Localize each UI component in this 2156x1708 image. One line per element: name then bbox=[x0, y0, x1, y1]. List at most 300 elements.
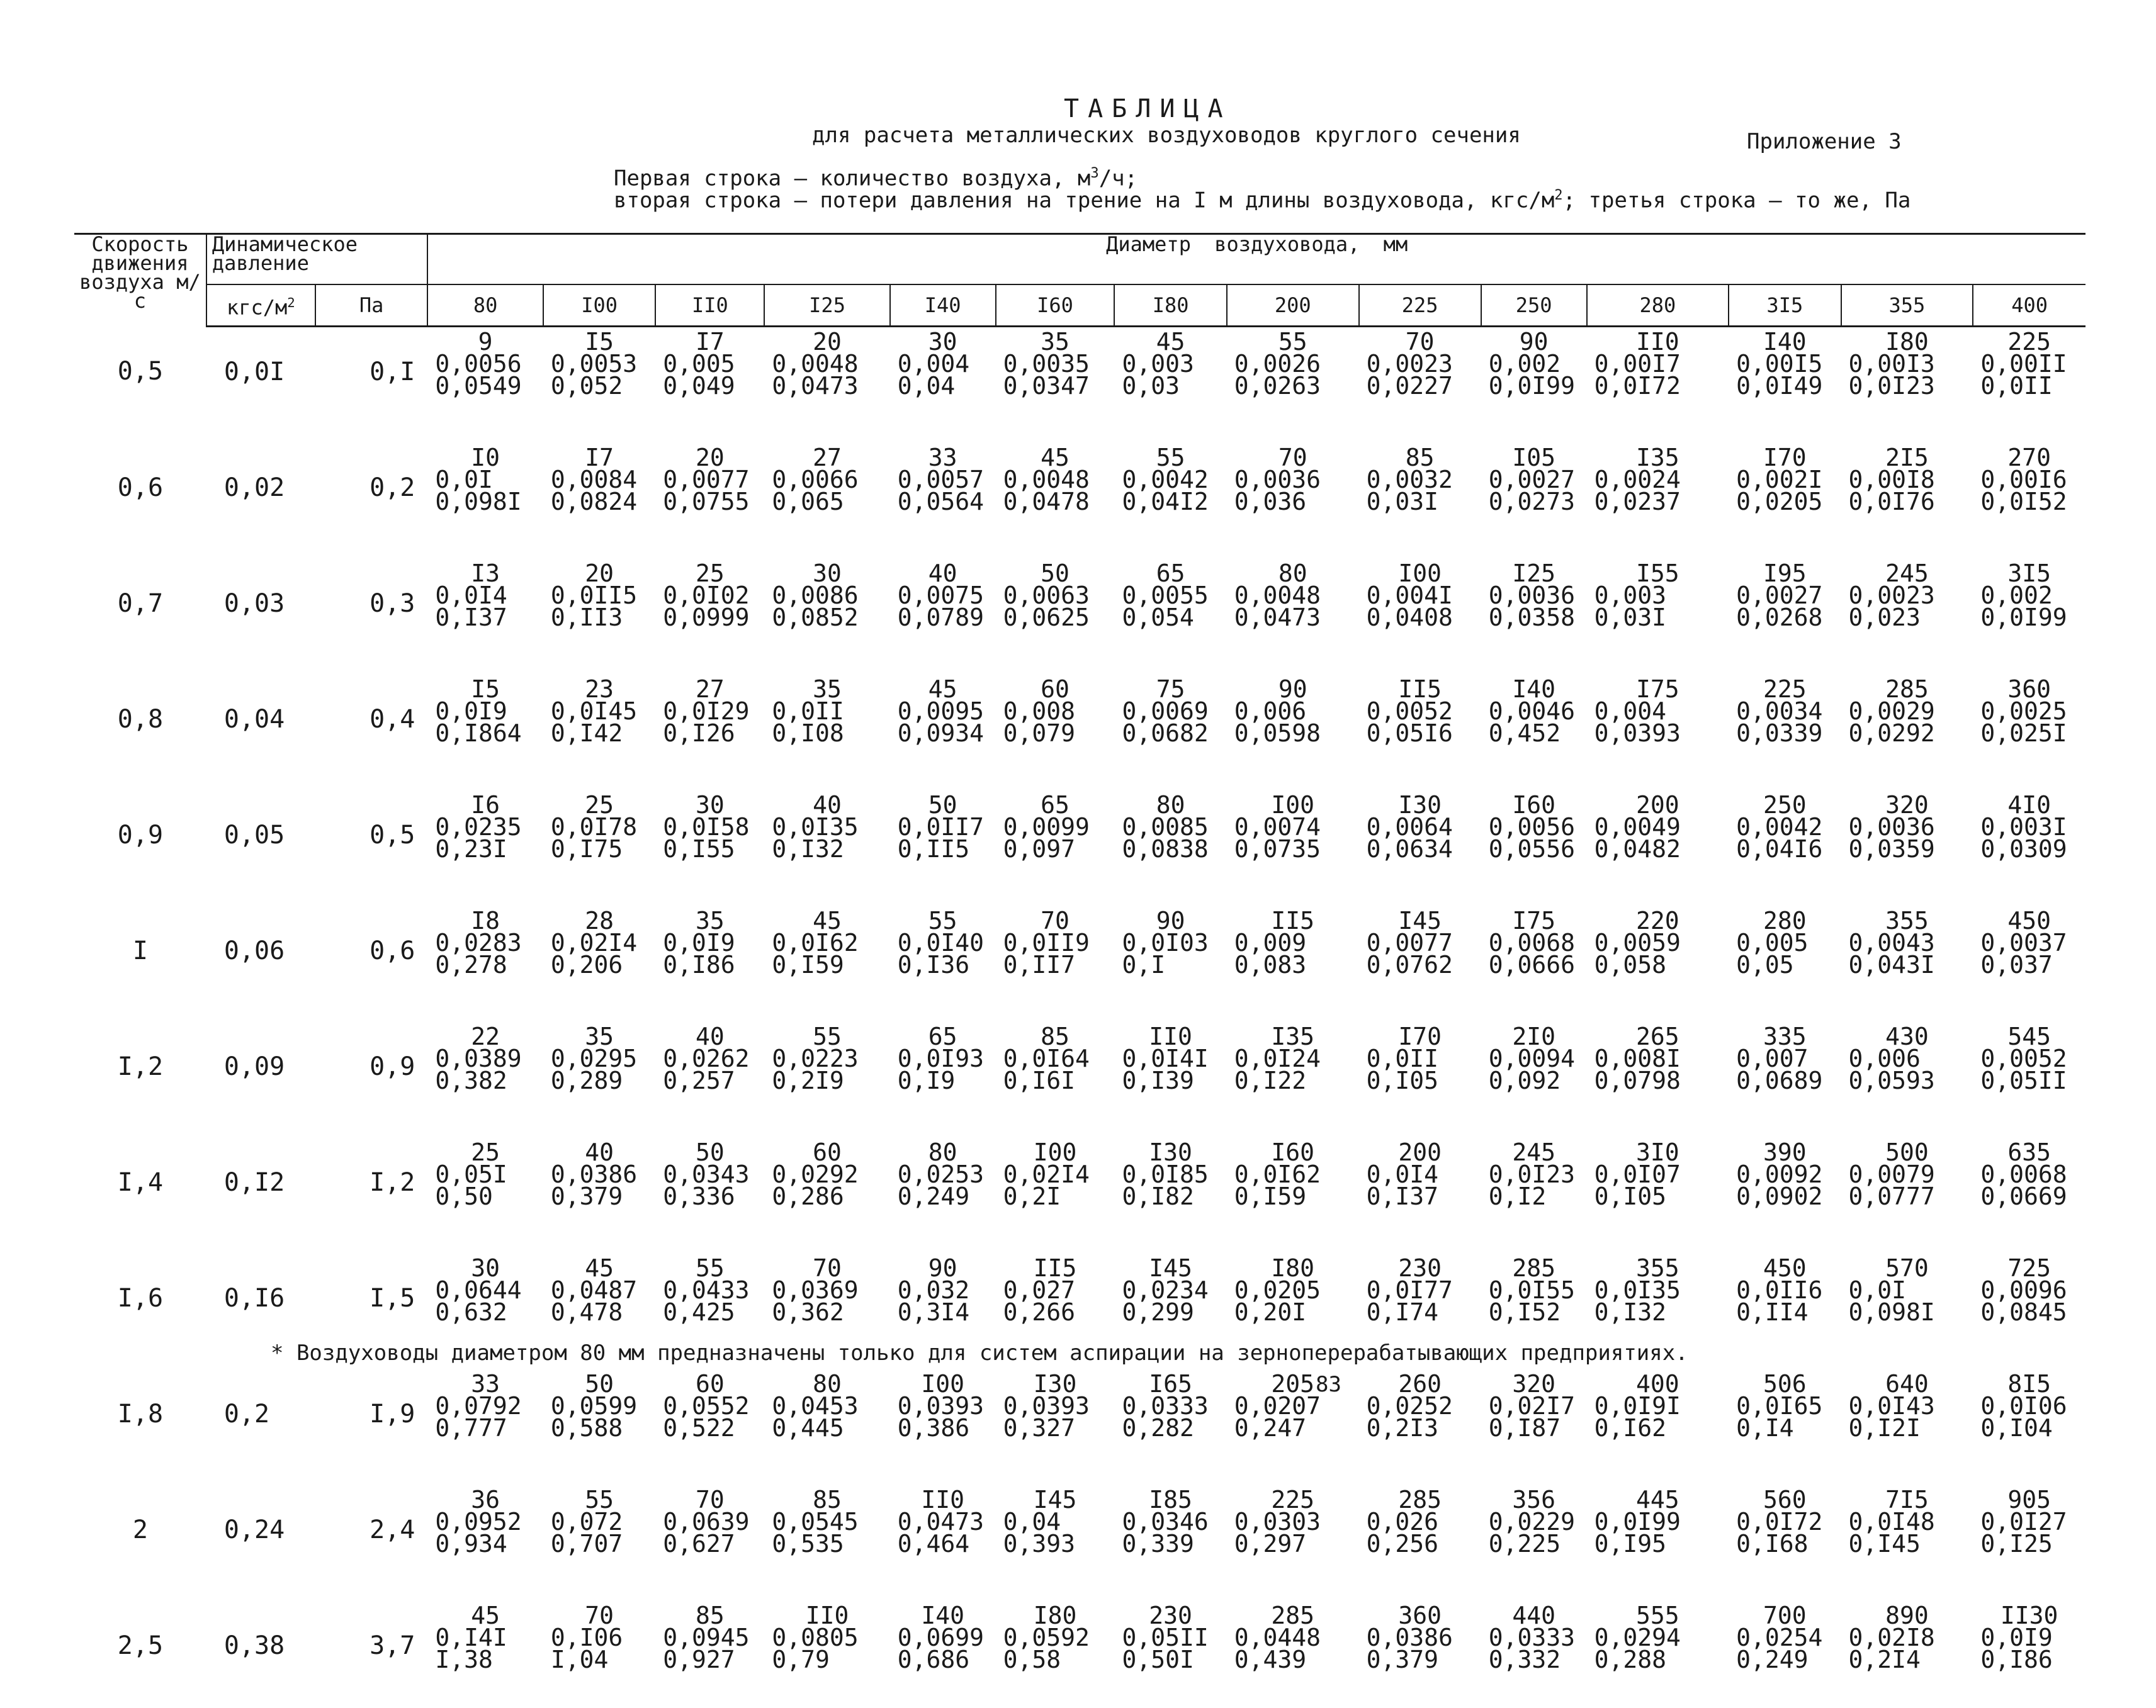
air-quantity: II0 bbox=[1114, 1026, 1226, 1048]
air-quantity: 285 bbox=[1481, 1257, 1587, 1279]
diameter-cell bbox=[655, 1138, 764, 1254]
friction-loss-kgf: 0,0487 bbox=[543, 1279, 655, 1301]
air-quantity: 40 bbox=[890, 563, 996, 585]
air-quantity: II30 bbox=[1973, 1605, 2085, 1627]
air-quantity: I65 bbox=[1114, 1373, 1226, 1395]
air-quantity: 28 bbox=[543, 910, 655, 932]
air-quantity: II0 bbox=[1587, 331, 1729, 353]
friction-loss-kgf: 0,0056 bbox=[1481, 816, 1587, 838]
diameter-cell bbox=[655, 1022, 764, 1138]
air-quantity: 445 bbox=[1587, 1489, 1729, 1511]
air-quantity: 200 bbox=[1359, 1142, 1481, 1164]
diameter-cell bbox=[1973, 1601, 2085, 1708]
air-quantity: 356 bbox=[1481, 1489, 1587, 1511]
air-quantity: 890 bbox=[1841, 1605, 1973, 1627]
friction-loss-pa: 0,0689 bbox=[1729, 1070, 1841, 1092]
friction-loss-kgf: 0,0043 bbox=[1841, 932, 1973, 954]
header-kgf-text: кгс/м bbox=[227, 296, 287, 320]
air-quantity: 545 bbox=[1973, 1026, 2085, 1048]
friction-loss-pa: 0,3I4 bbox=[890, 1301, 996, 1323]
air-quantity: I60 bbox=[1481, 794, 1587, 816]
diameter-cell bbox=[1227, 327, 1359, 444]
friction-loss-kgf: 0,0I35 bbox=[1587, 1279, 1729, 1301]
diameter-cell bbox=[1973, 1485, 2085, 1601]
friction-loss-kgf: 0,0092 bbox=[1729, 1164, 1841, 1186]
friction-loss-kgf: 0,0037 bbox=[1973, 932, 2085, 954]
friction-loss-kgf: 0,0059 bbox=[1587, 932, 1729, 954]
friction-loss-kgf: 0,0042 bbox=[1114, 469, 1226, 491]
friction-loss-pa: 0,II4 bbox=[1729, 1301, 1841, 1323]
diameter-cell bbox=[996, 675, 1115, 790]
air-quantity: 285 bbox=[1227, 1605, 1359, 1627]
friction-loss-kgf: 0,0II9 bbox=[996, 932, 1115, 954]
speed-value: 0,5 bbox=[74, 327, 206, 444]
friction-loss-kgf: 0,00I8 bbox=[1841, 469, 1973, 491]
friction-loss-kgf: 0,0552 bbox=[655, 1395, 764, 1417]
friction-loss-pa: 0,04I2 bbox=[1114, 491, 1226, 513]
air-quantity: II0 bbox=[764, 1605, 889, 1627]
air-quantity: 45 bbox=[427, 1605, 543, 1627]
friction-loss-kgf: 0,0068 bbox=[1481, 932, 1587, 954]
friction-loss-pa: 0,097 bbox=[996, 838, 1115, 860]
diameter-cell bbox=[427, 1601, 543, 1708]
friction-loss-kgf: 0,0I85 bbox=[1114, 1164, 1226, 1186]
friction-loss-pa: 0,058 bbox=[1587, 954, 1729, 976]
diameter-cell bbox=[1973, 1022, 2085, 1138]
air-quantity: I95 bbox=[1729, 563, 1841, 585]
diameter-cell bbox=[764, 559, 889, 675]
friction-loss-kgf: 0,0283 bbox=[427, 932, 543, 954]
dynamic-pressure-kgf: 0,I2 bbox=[206, 1138, 315, 1254]
diameter-cell bbox=[1227, 559, 1359, 675]
air-quantity: 33 bbox=[427, 1373, 543, 1395]
friction-loss-kgf: 0,0II bbox=[764, 700, 889, 722]
friction-loss-pa: 0,0I99 bbox=[1481, 375, 1587, 397]
friction-loss-kgf: 0,0I62 bbox=[764, 932, 889, 954]
diameter-cell bbox=[1481, 675, 1587, 790]
friction-loss-pa: 0,58 bbox=[996, 1649, 1115, 1671]
dynamic-pressure-kgf: 0,I6 bbox=[206, 1254, 315, 1369]
header-row-1 bbox=[74, 234, 2085, 285]
friction-loss-pa: 0,II7 bbox=[996, 954, 1115, 976]
diameter-cell bbox=[1973, 1369, 2085, 1485]
friction-loss-kgf: 0,0024 bbox=[1587, 469, 1729, 491]
friction-loss-kgf: 0,0386 bbox=[543, 1164, 655, 1186]
friction-loss-kgf: 0,0036 bbox=[1481, 585, 1587, 607]
diameter-cell bbox=[1227, 1601, 1359, 1708]
diameter-cell bbox=[1227, 906, 1359, 1022]
air-quantity: I6 bbox=[427, 794, 543, 816]
diameter-cell bbox=[1359, 790, 1481, 906]
dynamic-pressure-kgf: 0,04 bbox=[206, 675, 315, 790]
air-quantity: 30 bbox=[427, 1257, 543, 1279]
friction-loss-pa: 0,0625 bbox=[996, 607, 1115, 629]
air-quantity: 360 bbox=[1973, 678, 2085, 700]
friction-loss-pa: 0,297 bbox=[1227, 1533, 1359, 1555]
diameter-cell bbox=[427, 1485, 543, 1601]
air-quantity: I40 bbox=[1729, 331, 1841, 353]
diameter-cell bbox=[427, 327, 543, 444]
diameter-cell bbox=[1114, 1369, 1226, 1485]
friction-loss-pa: 0,I52 bbox=[1481, 1301, 1587, 1323]
friction-loss-kgf: 0,I4I bbox=[427, 1627, 543, 1649]
friction-loss-pa: 0,382 bbox=[427, 1070, 543, 1092]
speed-value: I,4 bbox=[74, 1138, 206, 1254]
friction-loss-pa: 0,0549 bbox=[427, 375, 543, 397]
diameter-cell bbox=[996, 1601, 1115, 1708]
diameter-cell bbox=[1729, 1138, 1841, 1254]
friction-loss-pa: 0,20I bbox=[1227, 1301, 1359, 1323]
friction-loss-kgf: 0,0I9 bbox=[655, 932, 764, 954]
friction-loss-pa: 0,249 bbox=[890, 1186, 996, 1208]
friction-loss-kgf: 0,0292 bbox=[764, 1164, 889, 1186]
air-quantity: 555 bbox=[1587, 1605, 1729, 1627]
air-quantity: 7I5 bbox=[1841, 1489, 1973, 1511]
air-quantity: 50 bbox=[543, 1373, 655, 1395]
speed-value: 0,9 bbox=[74, 790, 206, 906]
air-quantity: 506 bbox=[1729, 1373, 1841, 1395]
diameter-cell bbox=[655, 906, 764, 1022]
diameter-cell bbox=[996, 559, 1115, 675]
header-diameter-value: II0 bbox=[655, 284, 764, 327]
friction-loss-pa: 0,098I bbox=[427, 491, 543, 513]
friction-loss-pa: 0,0593 bbox=[1841, 1070, 1973, 1092]
friction-loss-kgf: 0,05I bbox=[427, 1164, 543, 1186]
friction-loss-kgf: 0,002I bbox=[1729, 469, 1841, 491]
friction-loss-pa: 0,I2I bbox=[1841, 1417, 1973, 1439]
friction-loss-pa: 0,286 bbox=[764, 1186, 889, 1208]
header-row-2 bbox=[74, 284, 2085, 327]
diameter-cell bbox=[655, 559, 764, 675]
friction-loss-kgf: 0,0036 bbox=[1227, 469, 1359, 491]
diameter-cell bbox=[1841, 1485, 1973, 1601]
air-quantity: I80 bbox=[1227, 1257, 1359, 1279]
air-quantity: 260 bbox=[1359, 1373, 1481, 1395]
air-quantity: 3I0 bbox=[1587, 1142, 1729, 1164]
friction-loss-pa: 0,054 bbox=[1114, 607, 1226, 629]
air-quantity: 245 bbox=[1481, 1142, 1587, 1164]
diameter-cell bbox=[1973, 790, 2085, 906]
diameter-cell bbox=[1841, 443, 1973, 559]
legend-line-1-text: Первая строка – количество воздуха, м bbox=[614, 166, 1090, 191]
friction-loss-pa: 0,I05 bbox=[1359, 1070, 1481, 1092]
footnote: * Воздуховоды диаметром 80 мм предназначены только для систем аспирации на зерноперерабатывающих предприятиях. bbox=[271, 1340, 1688, 1366]
friction-loss-pa: 0,2I9 bbox=[764, 1070, 889, 1092]
air-quantity: 45 bbox=[543, 1257, 655, 1279]
table-row bbox=[74, 906, 2085, 1022]
diameter-cell bbox=[1359, 1601, 1481, 1708]
air-quantity: I75 bbox=[1587, 678, 1729, 700]
diameter-cell bbox=[1227, 443, 1359, 559]
friction-loss-kgf: 0,0085 bbox=[1114, 816, 1226, 838]
friction-loss-pa: 0,043I bbox=[1841, 954, 1973, 976]
diameter-cell bbox=[890, 1138, 996, 1254]
friction-loss-pa: 0,0838 bbox=[1114, 838, 1226, 860]
friction-loss-pa: 0,I37 bbox=[1359, 1186, 1481, 1208]
air-quantity: 725 bbox=[1973, 1257, 2085, 1279]
friction-loss-pa: 0,I74 bbox=[1359, 1301, 1481, 1323]
air-quantity: 80 bbox=[1227, 563, 1359, 585]
header-diameter-value: I60 bbox=[996, 284, 1115, 327]
friction-loss-pa: 0,50I bbox=[1114, 1649, 1226, 1671]
air-quantity: 30 bbox=[655, 794, 764, 816]
air-quantity: 390 bbox=[1729, 1142, 1841, 1164]
friction-loss-pa: 0,0358 bbox=[1481, 607, 1587, 629]
table-title: ТАБЛИЦА bbox=[1064, 94, 1232, 123]
diameter-cell bbox=[890, 675, 996, 790]
dynamic-pressure-pa: I,2 bbox=[315, 1138, 427, 1254]
friction-loss-pa: 0,I45 bbox=[1841, 1533, 1973, 1555]
friction-loss-pa: 0,445 bbox=[764, 1417, 889, 1439]
friction-loss-kgf: 0,0029 bbox=[1841, 700, 1973, 722]
diameter-cell bbox=[890, 1601, 996, 1708]
friction-loss-kgf: 0,0I4 bbox=[1359, 1164, 1481, 1186]
friction-loss-kgf: 0,0I9 bbox=[1973, 1627, 2085, 1649]
air-quantity: 80 bbox=[890, 1142, 996, 1164]
friction-loss-pa: 0,0735 bbox=[1227, 838, 1359, 860]
friction-loss-kgf: 0,0077 bbox=[655, 469, 764, 491]
air-quantity: I45 bbox=[1359, 910, 1481, 932]
friction-loss-pa: 0,379 bbox=[543, 1186, 655, 1208]
air-quantity: 250 bbox=[1729, 794, 1841, 816]
friction-loss-pa: 0,I32 bbox=[764, 838, 889, 860]
friction-loss-pa: 0,379 bbox=[1359, 1649, 1481, 1671]
diameter-cell bbox=[890, 790, 996, 906]
dynamic-pressure-kgf: 0,0I bbox=[206, 327, 315, 444]
friction-loss-kgf: 0,0I55 bbox=[1481, 1279, 1587, 1301]
air-quantity: 430 bbox=[1841, 1026, 1973, 1048]
diameter-cell bbox=[996, 906, 1115, 1022]
air-quantity: 65 bbox=[890, 1026, 996, 1048]
friction-loss-kgf: 0,02I7 bbox=[1481, 1395, 1587, 1417]
header-diameter-value: I25 bbox=[764, 284, 889, 327]
friction-loss-pa: 0,50 bbox=[427, 1186, 543, 1208]
friction-loss-pa: 0,I42 bbox=[543, 722, 655, 744]
friction-loss-kgf: 0,0234 bbox=[1114, 1279, 1226, 1301]
table-row bbox=[74, 327, 2085, 444]
diameter-cell bbox=[1359, 1022, 1481, 1138]
air-quantity: 85 bbox=[655, 1605, 764, 1627]
appendix-label: Приложение 3 bbox=[1747, 129, 1902, 154]
friction-loss-kgf: 0,008I bbox=[1587, 1048, 1729, 1070]
diameter-cell bbox=[1481, 1022, 1587, 1138]
friction-loss-pa: 0,0237 bbox=[1587, 491, 1729, 513]
diameter-cell bbox=[1114, 327, 1226, 444]
friction-loss-kgf: 0,0I29 bbox=[655, 700, 764, 722]
friction-loss-kgf: 0,0084 bbox=[543, 469, 655, 491]
friction-loss-kgf: 0,0253 bbox=[890, 1164, 996, 1186]
air-quantity: 335 bbox=[1729, 1026, 1841, 1048]
diameter-cell bbox=[1481, 1601, 1587, 1708]
friction-loss-kgf: 0,0048 bbox=[996, 469, 1115, 491]
friction-loss-kgf: 0,0254 bbox=[1729, 1627, 1841, 1649]
friction-loss-pa: I,04 bbox=[543, 1649, 655, 1671]
header-diameter-value: I00 bbox=[543, 284, 655, 327]
air-quantity: 45 bbox=[764, 910, 889, 932]
diameter-cell bbox=[1114, 1485, 1226, 1601]
friction-loss-kgf: 0,006 bbox=[1227, 700, 1359, 722]
diameter-cell bbox=[1114, 906, 1226, 1022]
table-subtitle: для расчета металлических воздуховодов круглого сечения bbox=[812, 123, 1521, 148]
air-quantity: 245 bbox=[1841, 563, 1973, 585]
diameter-cell bbox=[1729, 906, 1841, 1022]
air-quantity: II5 bbox=[996, 1257, 1115, 1279]
friction-loss-pa: 0,79 bbox=[764, 1649, 889, 1671]
friction-loss-pa: 0,I2 bbox=[1481, 1186, 1587, 1208]
friction-loss-kgf: 0,0294 bbox=[1587, 1627, 1729, 1649]
air-quantity: 700 bbox=[1729, 1605, 1841, 1627]
diameter-cell bbox=[543, 1601, 655, 1708]
friction-loss-pa: 0,0852 bbox=[764, 607, 889, 629]
friction-loss-pa: 0,0824 bbox=[543, 491, 655, 513]
friction-loss-kgf: 0,0074 bbox=[1227, 816, 1359, 838]
dynamic-pressure-pa: I,9 bbox=[315, 1369, 427, 1485]
diameter-cell bbox=[996, 1369, 1115, 1485]
legend-line-1-tail: /ч; bbox=[1099, 166, 1137, 191]
diameter-cell bbox=[1973, 675, 2085, 790]
air-quantity: 65 bbox=[1114, 563, 1226, 585]
air-quantity: 3I5 bbox=[1973, 563, 2085, 585]
friction-loss-pa: 0,I55 bbox=[655, 838, 764, 860]
friction-loss-pa: 0,0478 bbox=[996, 491, 1115, 513]
legend-line-2-sup: 2 bbox=[1554, 187, 1562, 203]
diameter-cell bbox=[1973, 1254, 2085, 1369]
air-quantity: 25 bbox=[543, 794, 655, 816]
air-quantity: 200 bbox=[1587, 794, 1729, 816]
friction-loss-pa: 0,2I3 bbox=[1359, 1417, 1481, 1439]
diameter-cell bbox=[1841, 1369, 1973, 1485]
diameter-cell bbox=[1841, 790, 1973, 906]
diameter-cell bbox=[1729, 790, 1841, 906]
friction-loss-pa: 0,0473 bbox=[1227, 607, 1359, 629]
air-quantity: I75 bbox=[1481, 910, 1587, 932]
friction-loss-kgf: 0,00I6 bbox=[1973, 469, 2085, 491]
diameter-cell bbox=[543, 675, 655, 790]
air-quantity: 36 bbox=[427, 1489, 543, 1511]
air-quantity: I7 bbox=[655, 331, 764, 353]
air-quantity: 4I0 bbox=[1973, 794, 2085, 816]
friction-loss-pa: 0,I25 bbox=[1973, 1533, 2085, 1555]
friction-loss-kgf: 0,004 bbox=[1587, 700, 1729, 722]
friction-loss-pa: 0,23I bbox=[427, 838, 543, 860]
friction-loss-pa: 0,04I6 bbox=[1729, 838, 1841, 860]
friction-loss-kgf: 0,032 bbox=[890, 1279, 996, 1301]
friction-loss-kgf: 0,0023 bbox=[1841, 585, 1973, 607]
air-quantity: 450 bbox=[1729, 1257, 1841, 1279]
air-quantity: 90 bbox=[1227, 678, 1359, 700]
air-quantity: 640 bbox=[1841, 1373, 1973, 1395]
diameter-cell bbox=[890, 1369, 996, 1485]
friction-loss-kgf: 0,008 bbox=[996, 700, 1115, 722]
friction-loss-kgf: 0,0393 bbox=[996, 1395, 1115, 1417]
air-quantity: I70 bbox=[1729, 447, 1841, 469]
air-quantity: 25 bbox=[427, 1142, 543, 1164]
air-quantity: I30 bbox=[1114, 1142, 1226, 1164]
diameter-cell bbox=[1359, 327, 1481, 444]
friction-loss-pa: 0,092 bbox=[1481, 1070, 1587, 1092]
air-quantity: I3 bbox=[427, 563, 543, 585]
diameter-cell bbox=[1587, 559, 1729, 675]
air-quantity: I00 bbox=[996, 1142, 1115, 1164]
diameter-cell bbox=[996, 327, 1115, 444]
diameter-cell bbox=[543, 906, 655, 1022]
friction-loss-kgf: 0,0I9 bbox=[427, 700, 543, 722]
dynamic-pressure-pa: 0,9 bbox=[315, 1022, 427, 1138]
friction-loss-pa: 0,288 bbox=[1587, 1649, 1729, 1671]
table-row bbox=[74, 675, 2085, 790]
table-row bbox=[74, 1369, 2085, 1485]
air-quantity: 440 bbox=[1481, 1605, 1587, 1627]
friction-loss-kgf: 0,02I4 bbox=[543, 932, 655, 954]
friction-loss-kgf: 0,0046 bbox=[1481, 700, 1587, 722]
friction-loss-pa: 0,0482 bbox=[1587, 838, 1729, 860]
friction-loss-kgf: 0,0II bbox=[1359, 1048, 1481, 1070]
friction-loss-kgf: 0,0I4 bbox=[427, 585, 543, 607]
friction-loss-pa: 0,289 bbox=[543, 1070, 655, 1092]
friction-loss-kgf: 0,0094 bbox=[1481, 1048, 1587, 1070]
friction-loss-kgf: 0,007 bbox=[1729, 1048, 1841, 1070]
friction-loss-pa: 0,0339 bbox=[1729, 722, 1841, 744]
friction-loss-kgf: 0,0303 bbox=[1227, 1511, 1359, 1533]
friction-loss-kgf: 0,0I27 bbox=[1973, 1511, 2085, 1533]
friction-loss-pa: 0,339 bbox=[1114, 1533, 1226, 1555]
air-quantity: 40 bbox=[655, 1026, 764, 1048]
air-quantity: 20 bbox=[764, 331, 889, 353]
friction-loss-kgf: 0,0393 bbox=[890, 1395, 996, 1417]
air-quantity: 55 bbox=[1227, 331, 1359, 353]
air-quantity: 35 bbox=[543, 1026, 655, 1048]
friction-loss-pa: 0,249 bbox=[1729, 1649, 1841, 1671]
diameter-cell bbox=[543, 559, 655, 675]
air-quantity: 90 bbox=[1114, 910, 1226, 932]
diameter-cell bbox=[1227, 1138, 1359, 1254]
friction-loss-kgf: 0,I06 bbox=[543, 1627, 655, 1649]
air-quantity: 360 bbox=[1359, 1605, 1481, 1627]
friction-loss-pa: 0,079 bbox=[996, 722, 1115, 744]
friction-loss-kgf: 0,0I9I bbox=[1587, 1395, 1729, 1417]
friction-loss-pa: 0,05II bbox=[1973, 1070, 2085, 1092]
friction-loss-pa: 0,0598 bbox=[1227, 722, 1359, 744]
dynamic-pressure-pa: 0,I bbox=[315, 327, 427, 444]
friction-loss-pa: 0,588 bbox=[543, 1417, 655, 1439]
table-row bbox=[74, 790, 2085, 906]
friction-loss-pa: 0,I864 bbox=[427, 722, 543, 744]
friction-loss-kgf: 0,02I4 bbox=[996, 1164, 1115, 1186]
speed-value: I bbox=[74, 906, 206, 1022]
diameter-cell bbox=[890, 1022, 996, 1138]
friction-loss-pa: 0,023 bbox=[1841, 607, 1973, 629]
air-quantity: 225 bbox=[1729, 678, 1841, 700]
diameter-cell bbox=[1114, 675, 1226, 790]
diameter-cell bbox=[1729, 1601, 1841, 1708]
friction-loss-pa: 0,I37 bbox=[427, 607, 543, 629]
header-diameter-value: 80 bbox=[427, 284, 543, 327]
friction-loss-pa: 0,627 bbox=[655, 1533, 764, 1555]
friction-loss-pa: 0,I68 bbox=[1729, 1533, 1841, 1555]
friction-loss-kgf: 0,0I99 bbox=[1587, 1511, 1729, 1533]
friction-loss-pa: 0,386 bbox=[890, 1417, 996, 1439]
friction-loss-pa: 0,I59 bbox=[764, 954, 889, 976]
air-quantity: I00 bbox=[1227, 794, 1359, 816]
table-row bbox=[74, 1022, 2085, 1138]
air-quantity: I70 bbox=[1359, 1026, 1481, 1048]
friction-loss-pa: 0,065 bbox=[764, 491, 889, 513]
air-quantity: 905 bbox=[1973, 1489, 2085, 1511]
air-quantity: 35 bbox=[764, 678, 889, 700]
header-diameter-value: 280 bbox=[1587, 284, 1729, 327]
air-quantity: 55 bbox=[890, 910, 996, 932]
speed-value: I,6 bbox=[74, 1254, 206, 1369]
